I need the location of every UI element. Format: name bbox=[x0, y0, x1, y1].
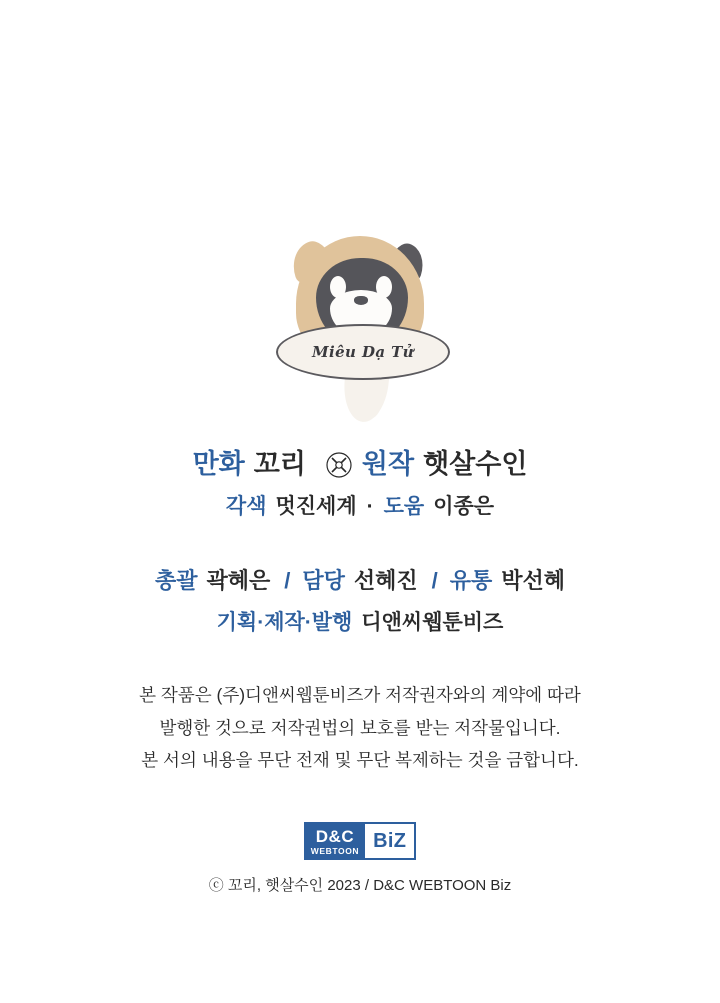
credit-line-adapt-help bbox=[193, 492, 528, 521]
credit-role-manager: 담당 bbox=[302, 568, 345, 594]
credit-role-supervision: 총괄 bbox=[154, 568, 198, 594]
credit-name-supervision: 곽혜은 bbox=[206, 568, 271, 594]
credit-name-help: 이종은 bbox=[433, 494, 495, 518]
cat-nose bbox=[354, 296, 368, 305]
credit-name-original: 햇살수인 bbox=[423, 449, 528, 479]
credit-name-manager: 선혜진 bbox=[353, 568, 418, 594]
credit-name-manhwa: 꼬리 bbox=[253, 449, 306, 479]
legal-line-1: 본 작품은 (주)디앤씨웹툰비즈가 저작권자와의 계약에 따라 bbox=[139, 685, 581, 706]
publisher-webtoon-text: WEBTOON bbox=[310, 845, 360, 856]
cat-tail-tip bbox=[350, 394, 380, 420]
logo-banner bbox=[276, 324, 450, 380]
credit-role-distribution: 유통 bbox=[449, 568, 493, 594]
credit-line-staff bbox=[155, 567, 565, 596]
publisher-logo bbox=[209, 822, 512, 895]
cat-mascot-logo bbox=[270, 236, 450, 426]
credit-separator-slash-2: / bbox=[431, 568, 438, 594]
credit-name-production: 디앤씨웹툰비즈 bbox=[361, 610, 504, 634]
logo-brand-text: Miêu Dạ Tử bbox=[312, 343, 414, 361]
credits-block-primary bbox=[193, 448, 528, 521]
credit-role-production: 기획·제작·발행 bbox=[216, 610, 353, 634]
credit-role-original: 원작 bbox=[361, 449, 415, 479]
credit-line-publisher bbox=[155, 608, 565, 637]
credit-role-manhwa: 만화 bbox=[192, 449, 245, 479]
credit-name-adaptation: 멋진세계 bbox=[275, 494, 357, 518]
publisher-dc-text: D&C bbox=[315, 826, 355, 846]
legal-notice bbox=[139, 679, 581, 776]
copyright-text: ⓒ 꼬리, 햇살수인 2023 / D&C WEBTOON Biz bbox=[208, 877, 512, 895]
legal-line-2: 발행한 것으로 저작권법의 보호를 받는 저작물입니다. bbox=[159, 717, 561, 738]
credit-role-help: 도움 bbox=[383, 494, 425, 518]
credit-role-adaptation: 각색 bbox=[225, 494, 267, 518]
credits-block-staff bbox=[155, 567, 565, 637]
publisher-mark-left bbox=[304, 822, 365, 860]
crossed-brushes-icon bbox=[326, 452, 352, 478]
credit-separator-slash-1: / bbox=[284, 568, 291, 594]
credit-separator-dot: · bbox=[366, 494, 374, 518]
publisher-mark bbox=[304, 822, 417, 860]
publisher-biz-text: BiZ bbox=[365, 822, 416, 860]
legal-line-3: 본 서의 내용을 무단 전재 및 무단 복제하는 것을 금합니다. bbox=[141, 749, 579, 770]
credit-name-distribution: 박선혜 bbox=[501, 568, 566, 594]
credit-line-art-original bbox=[193, 448, 528, 482]
